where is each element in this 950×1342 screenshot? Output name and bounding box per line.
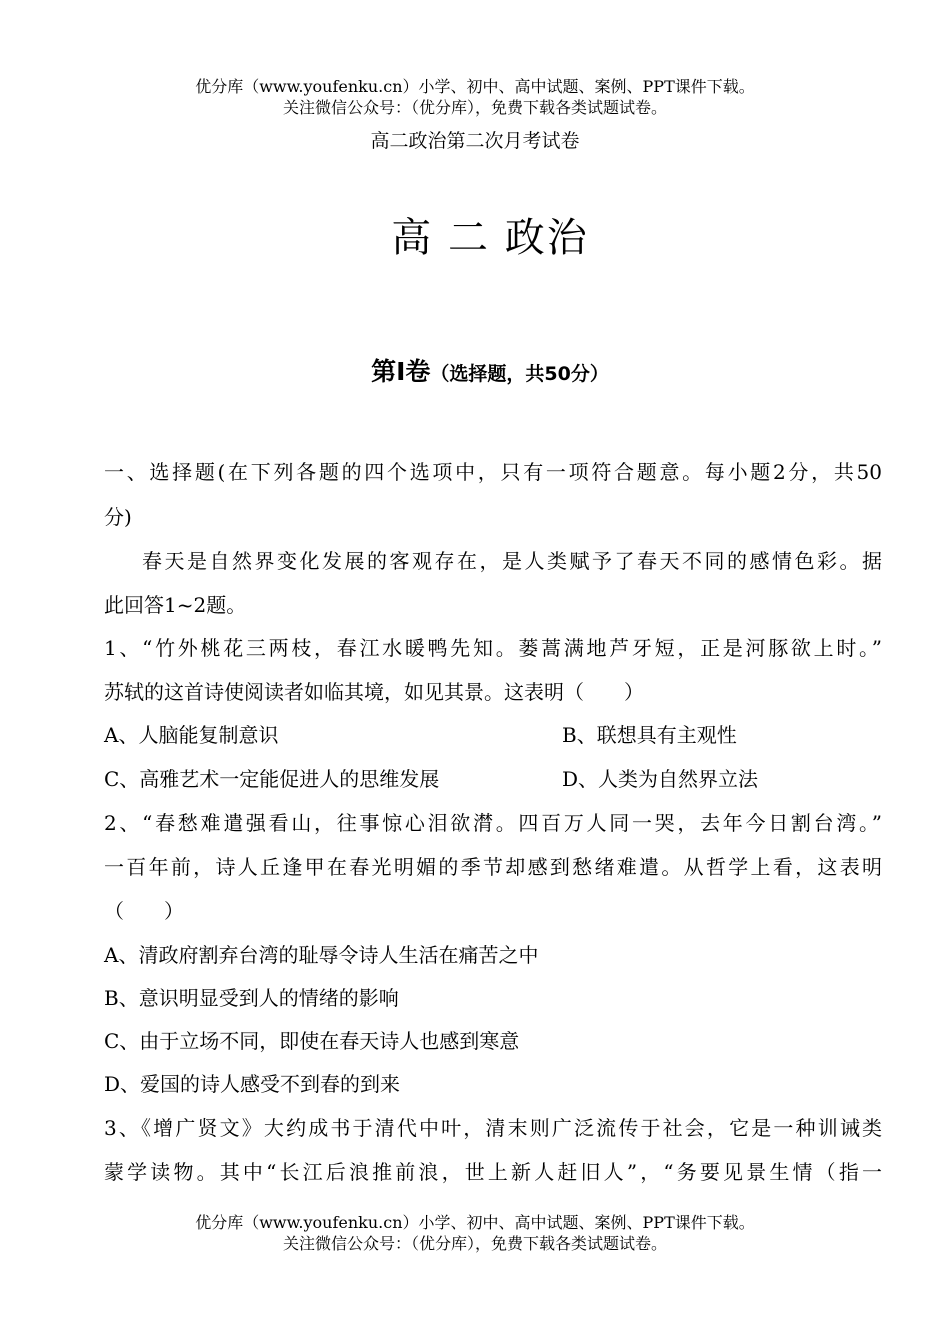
question-1-line-2: 苏轼的这首诗使阅读者如临其境，如见其景。这表明（ ） xyxy=(104,680,644,704)
question-3-line-2: 蒙学读物。其中“长江后浪推前浪，世上新人赶旧人”，“务要见景生情（指一 xyxy=(104,1160,882,1184)
question-2-line-3: （ ） xyxy=(104,899,184,923)
question-1-option-a: A、人脑能复制意识 xyxy=(104,723,279,747)
passage-line-1: 春天是自然界变化发展的客观存在，是人类赋予了春天不同的感情色彩。据 xyxy=(142,549,882,573)
watermark-header-line-1: 优分库（www.youfenku.cn）小学、初中、高中试题、案例、PPT课件下载。 xyxy=(195,77,755,96)
section-intro-line-1: 一、选择题(在下列各题的四个选项中，只有一项符合题意。每小题2分，共50 xyxy=(104,460,882,484)
question-1-line-1: 1、“竹外桃花三两枝，春江水暖鸭先知。蒌蒿满地芦牙短，正是河豚欲上时。” xyxy=(104,636,882,660)
section-heading-note: （选择题，共50分） xyxy=(430,363,609,385)
question-2-option-d: D、爱国的诗人感受不到春的到来 xyxy=(104,1072,401,1096)
question-2-option-b: B、意识明显受到人的情绪的影响 xyxy=(104,986,399,1010)
watermark-footer-line-2: 关注微信公众号：（优分库），免费下载各类试题试卷。 xyxy=(282,1234,667,1253)
question-1-option-b: B、联想具有主观性 xyxy=(562,723,737,747)
section-heading-main: 第Ⅰ卷 xyxy=(371,357,431,386)
section-intro-line-2: 分) xyxy=(104,505,132,529)
question-3-line-1: 3、《增广贤文》大约成书于清代中叶，清末则广泛流传于社会，它是一种训诫类 xyxy=(104,1116,882,1140)
section-heading xyxy=(0,355,950,391)
question-1-option-c: C、高雅艺术一定能促进人的思维发展 xyxy=(104,767,440,791)
watermark-footer-line-1: 优分库（www.youfenku.cn）小学、初中、高中试题、案例、PPT课件下载。 xyxy=(195,1213,755,1232)
page-title: 高 二 政治 xyxy=(391,215,589,261)
watermark-header-line-2: 关注微信公众号：（优分库），免费下载各类试题试卷。 xyxy=(282,98,667,117)
question-2-line-2: 一百年前，诗人丘逢甲在春光明媚的季节却感到愁绪难遣。从哲学上看，这表明 xyxy=(104,855,882,879)
question-1-option-d: D、人类为自然界立法 xyxy=(562,767,759,791)
passage-line-2: 此回答1~2题。 xyxy=(104,593,247,617)
question-2-option-c: C、由于立场不同，即使在春天诗人也感到寒意 xyxy=(104,1029,520,1053)
question-2-option-a: A、清政府割弃台湾的耻辱令诗人生活在痛苦之中 xyxy=(104,943,539,967)
exam-subtitle: 高二政治第二次月考试卷 xyxy=(370,130,580,152)
question-2-line-1: 2、“春愁难遣强看山，往事惊心泪欲潸。四百万人同一哭，去年今日割台湾。” xyxy=(104,811,882,835)
